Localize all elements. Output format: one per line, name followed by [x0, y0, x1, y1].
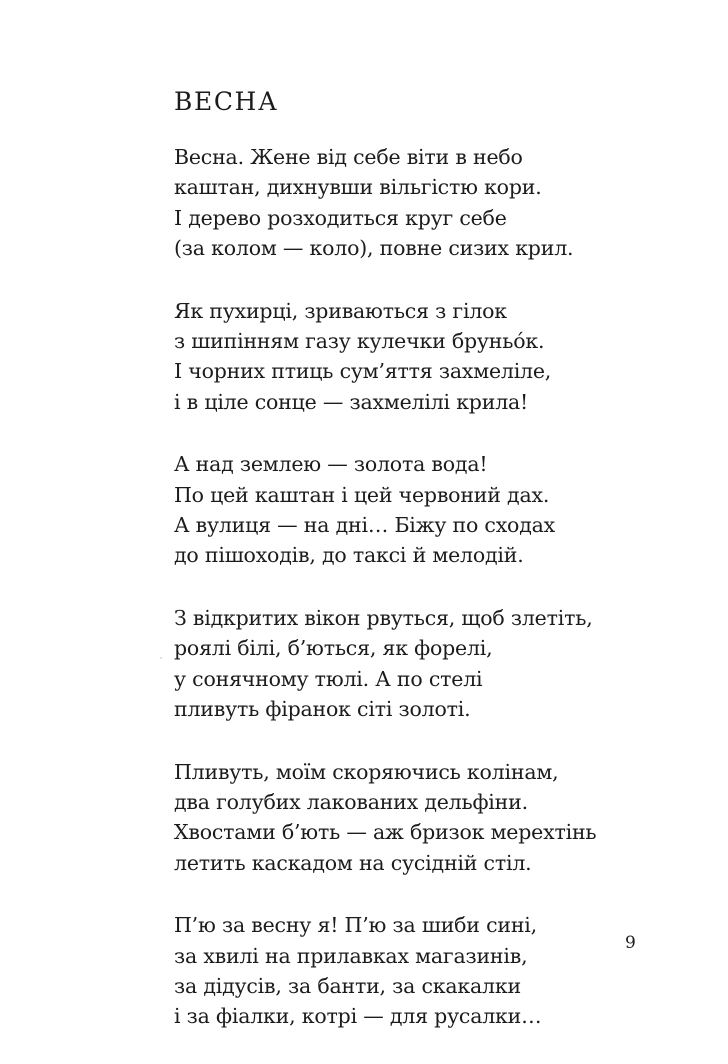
poem-line: А над землею — золота вода!: [174, 452, 488, 477]
poem-line: і за фіалки, котрі — для русалки…: [174, 1004, 542, 1029]
poem-line: до пішоходів, до таксі й мелодій.: [174, 543, 524, 568]
poem-line: Хвостами б’ють — аж бризок мерехтінь: [174, 820, 597, 845]
stanza: [174, 757, 694, 879]
poem-line: роялі білі, б’ються, як форелі,: [174, 636, 493, 661]
poem-body: [174, 142, 694, 1064]
poem-line: каштан, дихнувши вільгістю кори.: [174, 175, 542, 200]
poem-line: П’ю за весну я! П’ю за шиби сині,: [174, 913, 537, 938]
poem-line: і в ціле сонце — захмелілі крила!: [174, 389, 529, 414]
poem-line: По цей каштан і цей червоний дах.: [174, 482, 550, 507]
poem-line: у сонячному тюлі. А по стелі: [174, 666, 483, 691]
page-number: 9: [625, 933, 636, 953]
stanza: [174, 603, 694, 725]
poem-line: (за колом — коло), повне сизих крил.: [174, 236, 574, 261]
stanza: [174, 142, 694, 264]
poem-line: А вулиця — на дні… Біжу по сходах: [174, 513, 556, 538]
poem-line: за хвилі на прилавках магазинів,: [174, 943, 528, 968]
poem-line: З відкритих вікон рвуться, щоб злетіть,: [174, 605, 593, 630]
poem-line: летить каскадом на сусідній стіл.: [174, 850, 532, 875]
poem-line: І дерево розходиться круг себе: [174, 205, 507, 230]
poem-line: Весна. Жене від себе віти в небо: [174, 145, 523, 169]
stanza: [174, 296, 694, 418]
poem-line: пливуть фіранок сіті золоті.: [174, 697, 471, 722]
stanza: [174, 449, 694, 571]
poem-line: Пливуть, моїм скоряючись колінам,: [174, 759, 559, 784]
stanza: [174, 910, 694, 1032]
poem-line: Як пухирці, зриваються з гілок: [174, 298, 507, 323]
paper-speck: [160, 657, 162, 659]
poem-line: І чорних птиць сум’яття захмеліле,: [174, 359, 552, 384]
poem-line: за дідусів, за банти, за скакалки: [174, 973, 521, 998]
poem-line: два голубих лакованих дельфіни.: [174, 789, 528, 814]
poem-title: ВЕСНА: [174, 87, 279, 116]
poem-line: з шипінням газу кулечки бруньо́к.: [174, 329, 545, 354]
